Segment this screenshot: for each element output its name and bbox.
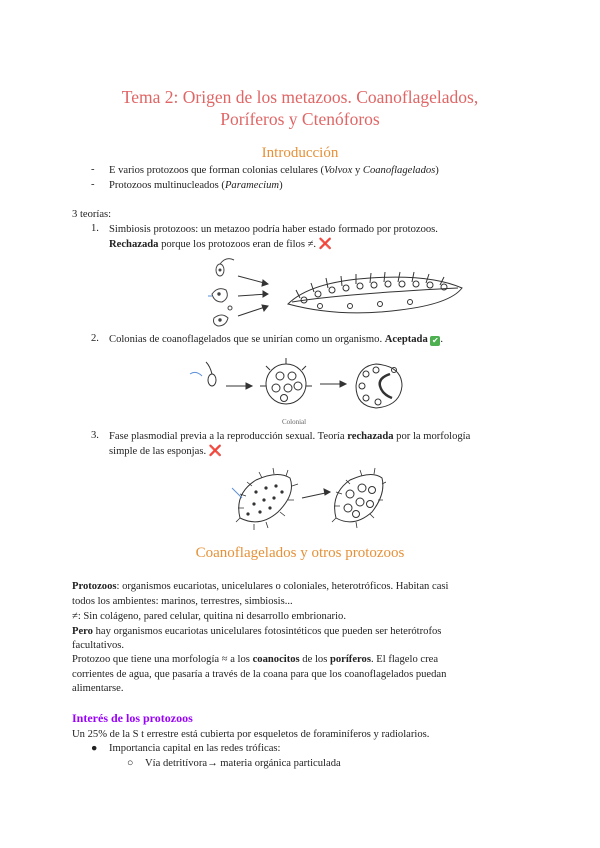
intro-bullet-1: E varios protozoos que forman colonias celulares (Volvox y Coanoflagelados) (109, 165, 439, 176)
section-2-p4-line2: corrientes de agua, que pasaría a través de la coana para que los coanoflagelados puedan (72, 669, 447, 680)
section-2-p1-line2: todos los ambientes: marinos, terrestres, simbiosis... (72, 596, 293, 607)
interes-p1: Un 25% de la S t errestre está cubierta por esqueletos de foraminíferos y radiolarios. (72, 729, 430, 740)
theories-label: 3 teorías: (72, 209, 112, 220)
section-2-p3-line2: facultativos. (72, 640, 125, 651)
interes-bullet: Importancia capital en las redes tróficas: (109, 743, 281, 754)
check-icon: ✔ (432, 336, 439, 345)
theory-2-line1: Colonias de coanoflagelados que se unirían como un organismo. Aceptada ✔ . (109, 334, 444, 345)
section-2-heading: Coanoflagelados y otros protozoos (195, 545, 405, 561)
bullet-dot: ● (91, 743, 98, 754)
theory-1-line2: Rechazada porque los protozoos eran de filos ≠. ❌ (109, 239, 332, 250)
section-2-p3-line1: Pero hay organismos eucariotas unicelulares fotosintéticos que pueden ser heterótrofos (72, 626, 442, 637)
theory-1-number: 1. (91, 223, 99, 234)
page-title-line2: Poríferos y Ctenóforos (220, 109, 380, 129)
page-title (0, 86, 600, 108)
sub-bullet-circle: ○ (127, 758, 134, 769)
plasmodial-figure (226, 464, 386, 536)
section-2-p2: ≠: Sin colágeno, pared celular, quitina ni desarrollo embrionario. (72, 611, 346, 622)
theory-1-line1: Simbiosis protozoos: un metazoo podría haber estado formado por protozoos. (109, 224, 438, 235)
intro-bullet-2: Protozoos multinucleados (Paramecium) (109, 180, 283, 191)
theory-2-number: 2. (91, 333, 99, 344)
symbiosis-figure (200, 254, 470, 336)
colonial-caption: Colonial (282, 418, 307, 426)
bullet-dash: - (91, 164, 95, 175)
cross-icon: ❌ (318, 239, 332, 250)
colonial-figure (180, 356, 420, 426)
bullet-dash: - (91, 179, 95, 190)
theory-3-line1: Fase plasmodial previa a la reproducción sexual. Teoría rechazada por la morfología (109, 431, 471, 442)
interes-sub-bullet: Vía detritívora→ materia orgánica particulada (145, 758, 341, 769)
section-2-p1-line1: Protozoos: organismos eucariotas, unicelulares o coloniales, heterotróficos. Habitan casi (72, 581, 449, 592)
page-title-line1: Tema 2: Origen de los metazoos. Coanoflagelados, (121, 87, 479, 107)
cross-icon: ❌ (208, 446, 222, 457)
interes-heading: Interés de los protozoos (72, 711, 193, 725)
theory-3-number: 3. (91, 430, 99, 441)
theory-3-line2: simple de las esponjas. ❌ (109, 446, 222, 457)
section-2-p4-line1: Protozoo que tiene una morfología ≈ a los coanocitos de los poríferos. El flagelo crea (72, 654, 439, 665)
intro-heading: Introducción (261, 145, 339, 161)
section-2-p4-line3: alimentarse. (72, 683, 124, 694)
page-title-2 (0, 108, 600, 130)
